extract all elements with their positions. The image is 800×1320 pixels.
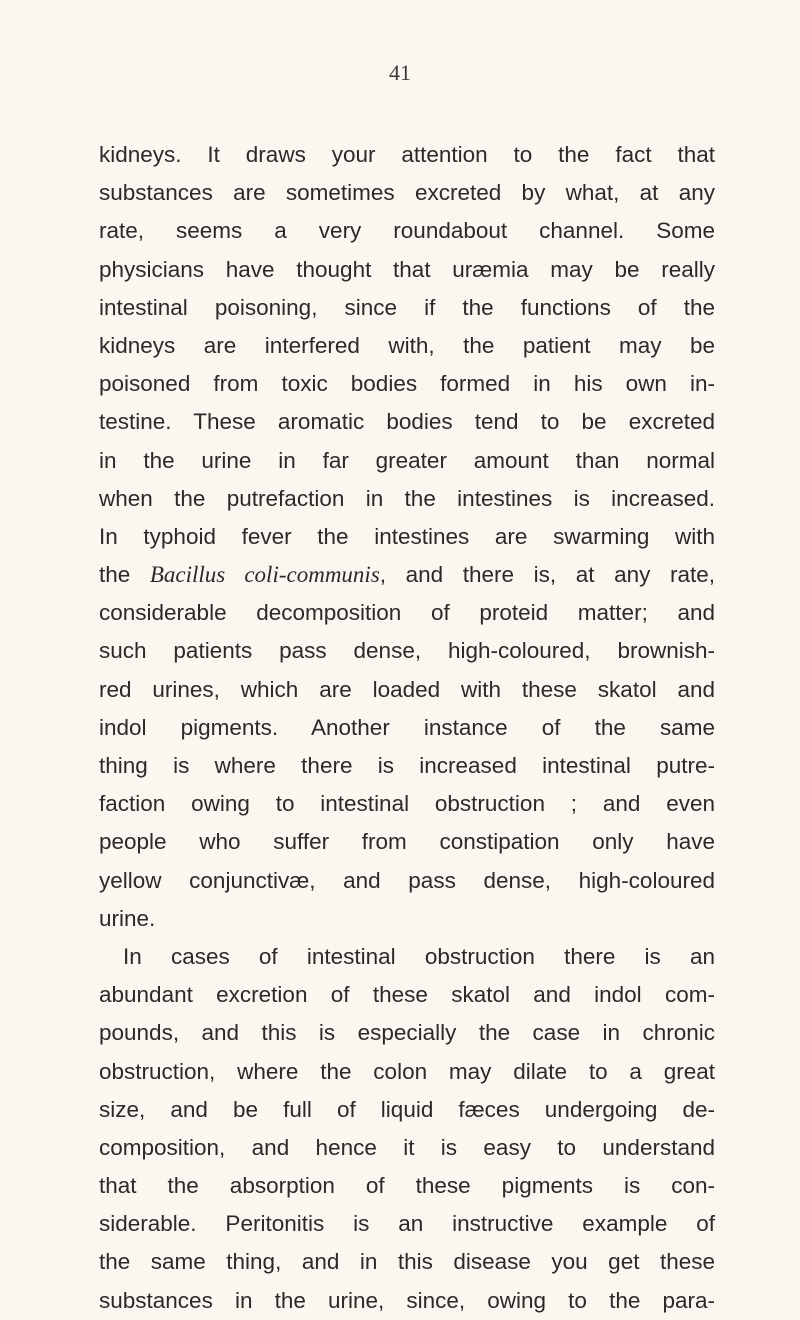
text-line: faction owing to intestinal obstruction ; and even [99, 791, 715, 817]
text-line: substances are sometimes excreted by what, at any [99, 180, 715, 206]
text-line: testine. These aromatic bodies tend to be excreted [99, 409, 715, 435]
text-line: urine. [99, 905, 156, 931]
italic-species-name: Bacillus coli-communis [149, 562, 380, 588]
text-line: pounds, and this is especially the case in chronic [99, 1020, 715, 1046]
text-line: kidneys are interfered with, the patient may be [99, 332, 715, 358]
page-number: 41 [389, 60, 411, 85]
text-segment: the [99, 562, 150, 588]
text-line: in the urine in far greater amount than normal [99, 447, 715, 473]
text-line: people who suffer from constipation only have [99, 829, 715, 855]
body-text [99, 136, 715, 1320]
text-line: when the putrefaction in the intestines is increased. [99, 485, 715, 511]
text-line: poisoned from toxic bodies formed in his own in- [99, 371, 715, 397]
text-line: the same thing, and in this disease you get these [99, 1249, 715, 1275]
text-line: red urines, which are loaded with these skatol and [99, 676, 715, 702]
text-segment: , and there is, at any rate, [379, 562, 716, 588]
text-line: such patients pass dense, high-coloured, brownish- [99, 638, 715, 664]
text-line: substances in the urine, since, owing to the para- [99, 1287, 715, 1313]
paragraph-first-line: In cases of intestinal obstruction there is an [123, 943, 715, 969]
text-line: abundant excretion of these skatol and indol com- [99, 982, 715, 1008]
text-line: composition, and hence it is easy to understand [99, 1134, 715, 1160]
text-line: yellow conjunctivæ, and pass dense, high-coloured [99, 867, 715, 893]
text-line: indol pigments. Another instance of the same [99, 714, 715, 740]
text-line: considerable decomposition of proteid matter; and [99, 600, 715, 626]
text-line: that the absorption of these pigments is con- [99, 1173, 715, 1199]
text-line: physicians have thought that uræmia may be really [99, 256, 715, 282]
text-line-with-italic [99, 556, 715, 594]
text-line: intestinal poisoning, since if the functions of the [99, 294, 715, 320]
text-line: rate, seems a very roundabout channel. Some [99, 218, 715, 244]
text-line: size, and be full of liquid fæces undergoing de- [99, 1096, 715, 1122]
text-line: In typhoid fever the intestines are swarming with [99, 523, 715, 549]
text-line: kidneys. It draws your attention to the fact that [99, 142, 715, 167]
text-line: thing is where there is increased intestinal putre- [99, 753, 715, 778]
text-line: obstruction, where the colon may dilate to a great [99, 1058, 715, 1084]
text-line: siderable. Peritonitis is an instructive example of [99, 1211, 715, 1237]
